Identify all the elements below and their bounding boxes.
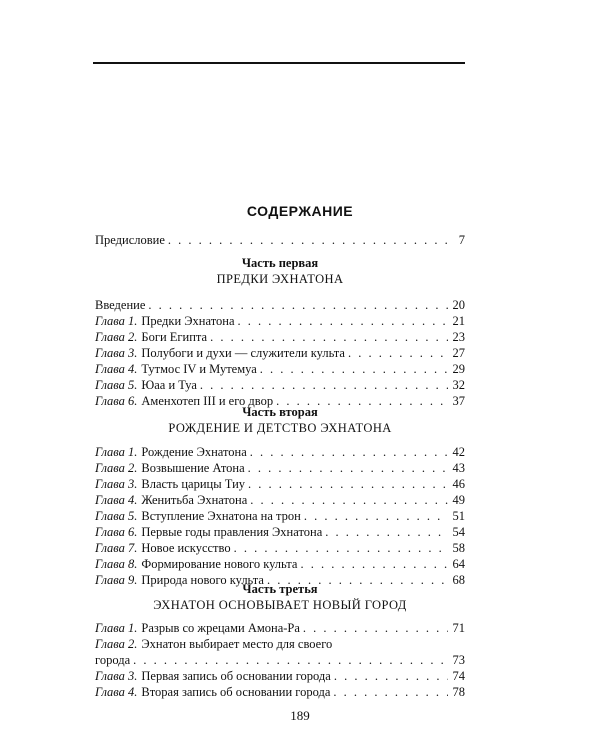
- toc-entry: [95, 508, 465, 524]
- toc-entry: [95, 476, 465, 492]
- entry-title: Введение: [95, 298, 146, 312]
- chapter-label: Глава 4.: [95, 685, 138, 699]
- leader-dots: [148, 297, 448, 313]
- entry-title: Возвышение Атона: [141, 461, 245, 475]
- entry-title: Первые годы правления Эхнатона: [141, 525, 323, 539]
- entry-title: Вторая запись об основании города: [141, 685, 331, 699]
- entry-page: 49: [452, 493, 465, 507]
- entry-page: 21: [452, 314, 465, 328]
- leader-dots: [300, 556, 448, 572]
- entry-page: 74: [452, 669, 465, 683]
- entry-page: 51: [452, 509, 465, 523]
- entry-title: Женитьба Эхнатона: [141, 493, 248, 507]
- leader-dots: [333, 684, 448, 700]
- entry-page: 73: [452, 653, 465, 667]
- part-2-title: РОЖДЕНИЕ И ДЕТСТВО ЭХНАТОНА: [168, 421, 392, 435]
- entry-page: 78: [452, 685, 465, 699]
- entry-page: 46: [452, 477, 465, 491]
- entry-page: 43: [452, 461, 465, 475]
- toc-entry: [95, 684, 465, 700]
- entry-title: Разрыв со жрецами Амона-Ра: [141, 621, 300, 635]
- entry-page: 32: [452, 378, 465, 392]
- chapter-label: Глава 2.: [95, 637, 138, 651]
- toc-entry: [95, 636, 465, 652]
- entry-page: 29: [452, 362, 465, 376]
- entry-title: Боги Египта: [141, 330, 208, 344]
- entry-page: 27: [452, 346, 465, 360]
- toc-entry: [95, 361, 465, 377]
- toc-entry: [95, 556, 465, 572]
- part-3-heading: Часть третья: [242, 582, 318, 596]
- chapter-label: Глава 5.: [95, 378, 138, 392]
- chapter-label: Глава 1.: [95, 314, 138, 328]
- leader-dots: [334, 668, 448, 684]
- part-3-title: ЭХНАТОН ОСНОВЫВАЕТ НОВЫЙ ГОРОД: [153, 598, 407, 612]
- entry-title: Предисловие: [95, 233, 165, 247]
- chapter-label: Глава 1.: [95, 445, 138, 459]
- entry-page: 23: [452, 330, 465, 344]
- part-1-heading: Часть первая: [241, 256, 319, 270]
- toc-entry: [95, 377, 465, 393]
- entry-title: Полубоги и духи — служители культа: [141, 346, 345, 360]
- chapter-label: Глава 4.: [95, 493, 138, 507]
- leader-dots: [210, 329, 448, 345]
- leader-dots: [303, 620, 448, 636]
- leader-dots: [133, 652, 448, 668]
- part-2-heading: Часть вторая: [242, 405, 318, 419]
- toc-title: СОДЕРЖАНИЕ: [246, 203, 354, 219]
- toc-entry: [95, 297, 465, 313]
- entry-page: 54: [452, 525, 465, 539]
- entry-title: Вступление Эхнатона на трон: [141, 509, 301, 523]
- chapter-label: Глава 6.: [95, 525, 138, 539]
- toc-entry: [95, 444, 465, 460]
- entry-title: Тутмос IV и Мутемуа: [141, 362, 257, 376]
- entry-title: Формирование нового культа: [141, 557, 298, 571]
- entry-title: Рождение Эхнатона: [141, 445, 247, 459]
- leader-dots: [248, 476, 448, 492]
- toc-entry: [95, 313, 465, 329]
- entry-page: 71: [452, 621, 465, 635]
- leader-dots: [250, 444, 448, 460]
- entry-page: 64: [452, 557, 465, 571]
- toc-entry-preface: [95, 232, 465, 248]
- leader-dots: [250, 492, 448, 508]
- chapter-label: Глава 1.: [95, 621, 138, 635]
- chapter-label: Глава 4.: [95, 362, 138, 376]
- entry-page: 68: [452, 573, 465, 587]
- entry-title: Предки Эхнатона: [141, 314, 235, 328]
- entry-title: Аменхотеп III и его двор: [141, 394, 274, 408]
- leader-dots: [238, 313, 449, 329]
- leader-dots: [234, 540, 448, 556]
- chapter-label: Глава 6.: [95, 394, 138, 408]
- toc-entry: [95, 345, 465, 361]
- toc-entry-continuation: [95, 652, 465, 668]
- toc-entry: [95, 540, 465, 556]
- entry-title: Юаа и Туа: [141, 378, 197, 392]
- leader-dots: [200, 377, 448, 393]
- leader-dots: [260, 361, 448, 377]
- leader-dots: [325, 524, 448, 540]
- entry-page: 42: [452, 445, 465, 459]
- top-rule: [93, 62, 465, 64]
- entry-title: Эхнатон выбирает место для своего: [141, 637, 333, 651]
- toc-entry: [95, 668, 465, 684]
- toc-entry: [95, 460, 465, 476]
- leader-dots: [348, 345, 448, 361]
- toc-entry: [95, 620, 465, 636]
- chapter-label: Глава 9.: [95, 573, 138, 587]
- part-1-title: ПРЕДКИ ЭХНАТОНА: [216, 272, 344, 286]
- entry-page: 20: [452, 298, 465, 312]
- chapter-label: Глава 3.: [95, 477, 138, 491]
- chapter-label: Глава 2.: [95, 461, 138, 475]
- entry-page: 37: [452, 394, 465, 408]
- chapter-label: Глава 3.: [95, 346, 138, 360]
- chapter-label: Глава 3.: [95, 669, 138, 683]
- leader-dots: [248, 460, 448, 476]
- toc-entry: [95, 492, 465, 508]
- page-number: 189: [290, 708, 310, 723]
- chapter-label: Глава 2.: [95, 330, 138, 344]
- entry-title: Первая запись об основании города: [141, 669, 331, 683]
- toc-entry: [95, 329, 465, 345]
- entry-title: Новое искусство: [141, 541, 231, 555]
- chapter-label: Глава 7.: [95, 541, 138, 555]
- leader-dots: [168, 232, 448, 248]
- toc-entry: [95, 524, 465, 540]
- chapter-label: Глава 8.: [95, 557, 138, 571]
- leader-dots: [304, 508, 448, 524]
- entry-title: Власть царицы Тиу: [141, 477, 246, 491]
- entry-title: Природа нового культа: [141, 573, 264, 587]
- entry-page: 7: [458, 233, 465, 247]
- entry-page: 58: [452, 541, 465, 555]
- chapter-label: Глава 5.: [95, 509, 138, 523]
- entry-title: города: [95, 653, 131, 667]
